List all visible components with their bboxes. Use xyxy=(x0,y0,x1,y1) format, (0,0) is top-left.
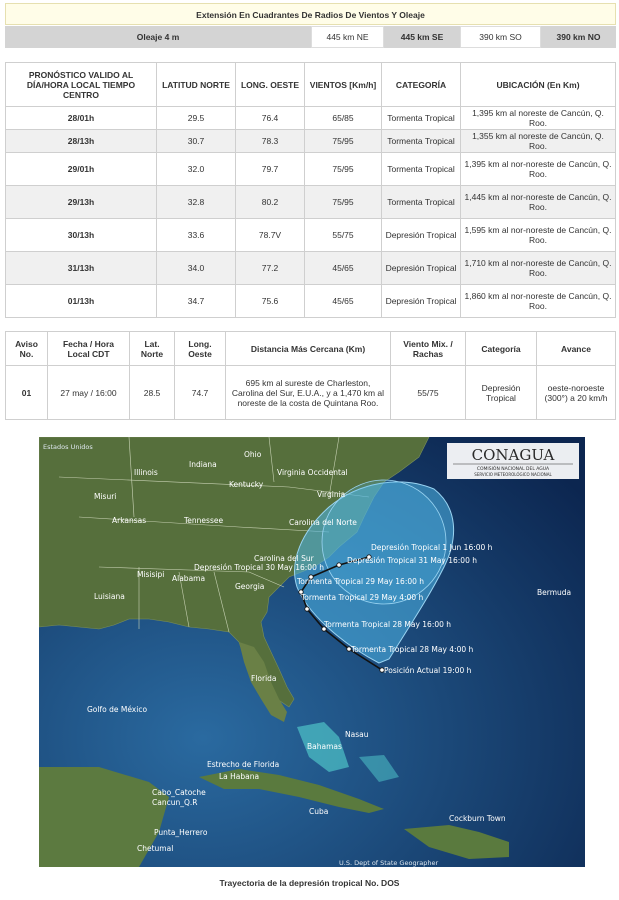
cell-wind: 75/95 xyxy=(305,153,382,186)
logo-sub1: COMISIÓN NACIONAL DEL AGUA xyxy=(476,467,550,472)
table-row xyxy=(6,252,616,285)
table-row xyxy=(6,285,616,318)
cell-date: 31/13h xyxy=(6,252,157,285)
label-havana: La Habana xyxy=(219,772,260,781)
cell-category: Depresión Tropical xyxy=(382,219,461,252)
label-mississippi: Misisipi xyxy=(137,570,165,579)
label-georgia: Georgia xyxy=(235,582,265,591)
cell-category: Tormenta Tropical xyxy=(382,153,461,186)
col-header-distance: Distancia Más Cercana (Km) xyxy=(226,332,391,366)
track-label-2: Depresión Tropical 31 May 16:00 h xyxy=(347,556,477,565)
track-label-7: Tormenta Tropical 28 May 4:00 h xyxy=(351,645,474,654)
cell-wind: 75/95 xyxy=(305,130,382,153)
label-chetumal: Chetumal xyxy=(137,844,174,853)
cell-distance: 695 km al sureste de Charleston, Carolina del Sur, E.U.A., y a 1,470 km al noreste de la costa de Quintana Roo. xyxy=(226,366,391,420)
cell-location: 1,860 km al nor-noreste de Cancún, Q. Roo. xyxy=(461,285,616,318)
cell-wind: 45/65 xyxy=(305,252,382,285)
forecast-table xyxy=(5,62,616,318)
cell-category: Depresión Tropical xyxy=(382,285,461,318)
label-bermuda: Bermuda xyxy=(537,588,572,597)
cell-lat: 28.5 xyxy=(130,366,175,420)
map-caption: Trayectoria de la depresión tropical No. DOS xyxy=(219,878,400,888)
label-kentucky: Kentucky xyxy=(229,480,264,489)
forecast-header-row xyxy=(6,63,616,107)
label-bahamas: Bahamas xyxy=(307,742,342,751)
cell-lat: 33.6 xyxy=(157,219,236,252)
cell-lat: 32.8 xyxy=(157,186,236,219)
cell-lat: 30.7 xyxy=(157,130,236,153)
col-header-fecha: Fecha / Hora Local CDT xyxy=(48,332,130,366)
track-label-4: Tormenta Tropical 29 May 16:00 h xyxy=(297,577,425,586)
col-header-lon: Long. Oeste xyxy=(175,332,226,366)
advisory-table xyxy=(5,331,616,420)
label-west-virginia: Virginia Occidental xyxy=(277,468,348,477)
track-label-1: Depresión Tropical 1 Jun 16:00 h xyxy=(371,543,493,552)
label-usa: Estados Unidos xyxy=(43,443,93,451)
wind-radius-banner xyxy=(5,3,616,25)
table-row xyxy=(6,153,616,186)
cell-lon: 75.6 xyxy=(236,285,305,318)
cell-aviso: 01 xyxy=(6,366,48,420)
label-tennessee: Tennessee xyxy=(184,516,224,525)
table-row xyxy=(6,366,616,420)
radius-se: 445 km SE xyxy=(384,26,460,48)
table-row xyxy=(6,186,616,219)
cell-category: Depresión Tropical xyxy=(466,366,537,420)
cell-advance: oeste-noroeste (300°) a 20 km/h xyxy=(537,366,616,420)
label-illinois: Illinois xyxy=(134,468,158,477)
label-florida: Florida xyxy=(251,674,277,683)
cell-wind: 55/75 xyxy=(391,366,466,420)
cell-category: Tormenta Tropical xyxy=(382,186,461,219)
label-louisiana: Luisiana xyxy=(94,592,125,601)
label-cuba: Cuba xyxy=(309,807,329,816)
radius-ne: 445 km NE xyxy=(311,26,384,48)
label-strait: Estrecho de Florida xyxy=(207,760,280,769)
cell-wind: 75/95 xyxy=(305,186,382,219)
cell-location: 1,710 km al nor-noreste de Cancún, Q. Roo. xyxy=(461,252,616,285)
col-header-lat: LATITUD NORTE xyxy=(157,63,236,107)
label-ohio: Ohio xyxy=(244,450,262,459)
col-header-aviso: Aviso No. xyxy=(6,332,48,366)
cell-fecha: 27 may / 16:00 xyxy=(48,366,130,420)
label-north-carolina: Carolina del Norte xyxy=(289,518,357,527)
radius-no: 390 km NO xyxy=(541,26,616,48)
cell-lat: 34.7 xyxy=(157,285,236,318)
table-row xyxy=(6,107,616,130)
label-missouri: Misuri xyxy=(94,492,117,501)
track-label-3: Depresión Tropical 30 May 16:00 h xyxy=(194,563,324,572)
label-south-carolina: Carolina del Sur xyxy=(254,554,314,563)
cell-lon: 74.7 xyxy=(175,366,226,420)
cell-lon: 80.2 xyxy=(236,186,305,219)
label-gulf: Golfo de México xyxy=(87,705,148,714)
conagua-logo xyxy=(447,443,579,479)
cell-lat: 32.0 xyxy=(157,153,236,186)
wave-radius-row xyxy=(5,26,616,48)
label-punta-herrero: Punta_Herrero xyxy=(154,828,208,837)
col-header-location: UBICACIÓN (En Km) xyxy=(461,63,616,107)
track-label-8: Posición Actual 19:00 h xyxy=(384,666,472,675)
cell-date: 29/01h xyxy=(6,153,157,186)
label-cockburn: Cockburn Town xyxy=(449,814,506,823)
cell-lat: 29.5 xyxy=(157,107,236,130)
cell-lon: 76.4 xyxy=(236,107,305,130)
cell-lon: 78.7V xyxy=(236,219,305,252)
cell-location: 1,395 km al noreste de Cancún, Q. Roo. xyxy=(461,107,616,130)
trajectory-map xyxy=(39,437,585,867)
track-label-6: Tormenta Tropical 28 May 16:00 h xyxy=(324,620,452,629)
cell-location: 1,395 km al nor-noreste de Cancún, Q. Roo. xyxy=(461,153,616,186)
col-header-wind: Viento Mix. / Rachas xyxy=(391,332,466,366)
col-header-wind: VIENTOS [Km/h] xyxy=(305,63,382,107)
cell-location: 1,355 km al noreste de Cancún, Q. Roo. xyxy=(461,130,616,153)
map-svg xyxy=(39,437,585,867)
label-virginia: Virginia xyxy=(317,490,346,499)
cell-lat: 34.0 xyxy=(157,252,236,285)
cell-date: 29/13h xyxy=(6,186,157,219)
cell-wind: 65/85 xyxy=(305,107,382,130)
radius-so: 390 km SO xyxy=(460,26,541,48)
logo-title: CONAGUA xyxy=(471,446,555,464)
cell-date: 01/13h xyxy=(6,285,157,318)
table-row xyxy=(6,130,616,153)
col-header-advance: Avance xyxy=(537,332,616,366)
logo-sub2: SERVICIO METEOROLÓGICO NACIONAL xyxy=(474,472,552,477)
col-header-category: CATEGORÍA xyxy=(382,63,461,107)
cell-location: 1,595 km al nor-noreste de Cancún, Q. Roo. xyxy=(461,219,616,252)
cell-category: Tormenta Tropical xyxy=(382,130,461,153)
cell-date: 28/01h xyxy=(6,107,157,130)
label-cancun: Cancun_Q.R xyxy=(152,798,198,807)
label-nassau: Nasau xyxy=(345,730,369,739)
cell-lon: 79.7 xyxy=(236,153,305,186)
table-row xyxy=(6,219,616,252)
col-header-category: Categoría xyxy=(466,332,537,366)
cell-wind: 55/75 xyxy=(305,219,382,252)
track-label-5: Tormenta Tropical 29 May 4:00 h xyxy=(301,593,424,602)
cell-category: Depresión Tropical xyxy=(382,252,461,285)
cell-wind: 45/65 xyxy=(305,285,382,318)
advisory-header-row xyxy=(6,332,616,366)
col-header-lon: LONG. OESTE xyxy=(236,63,305,107)
col-header-lat: Lat. Norte xyxy=(130,332,175,366)
cell-category: Tormenta Tropical xyxy=(382,107,461,130)
banner-title: Extensión En Cuadrantes De Radios De Vientos Y Oleaje xyxy=(196,10,425,20)
col-header-date: PRONÓSTICO VALIDO AL DÍA/HORA LOCAL TIEMPO CENTRO xyxy=(6,63,157,107)
cell-date: 28/13h xyxy=(6,130,157,153)
cell-location: 1,445 km al nor-noreste de Cancún, Q. Roo. xyxy=(461,186,616,219)
cell-lon: 77.2 xyxy=(236,252,305,285)
label-alabama: Alabama xyxy=(172,574,206,583)
cell-lon: 78.3 xyxy=(236,130,305,153)
wave-height: Oleaje 4 m xyxy=(5,26,311,48)
label-indiana: Indiana xyxy=(189,460,217,469)
cell-date: 30/13h xyxy=(6,219,157,252)
label-arkansas: Arkansas xyxy=(112,516,147,525)
label-cabo-catoche: Cabo_Catoche xyxy=(152,788,206,797)
label-credit: U.S. Dept of State Geographer xyxy=(339,859,439,867)
